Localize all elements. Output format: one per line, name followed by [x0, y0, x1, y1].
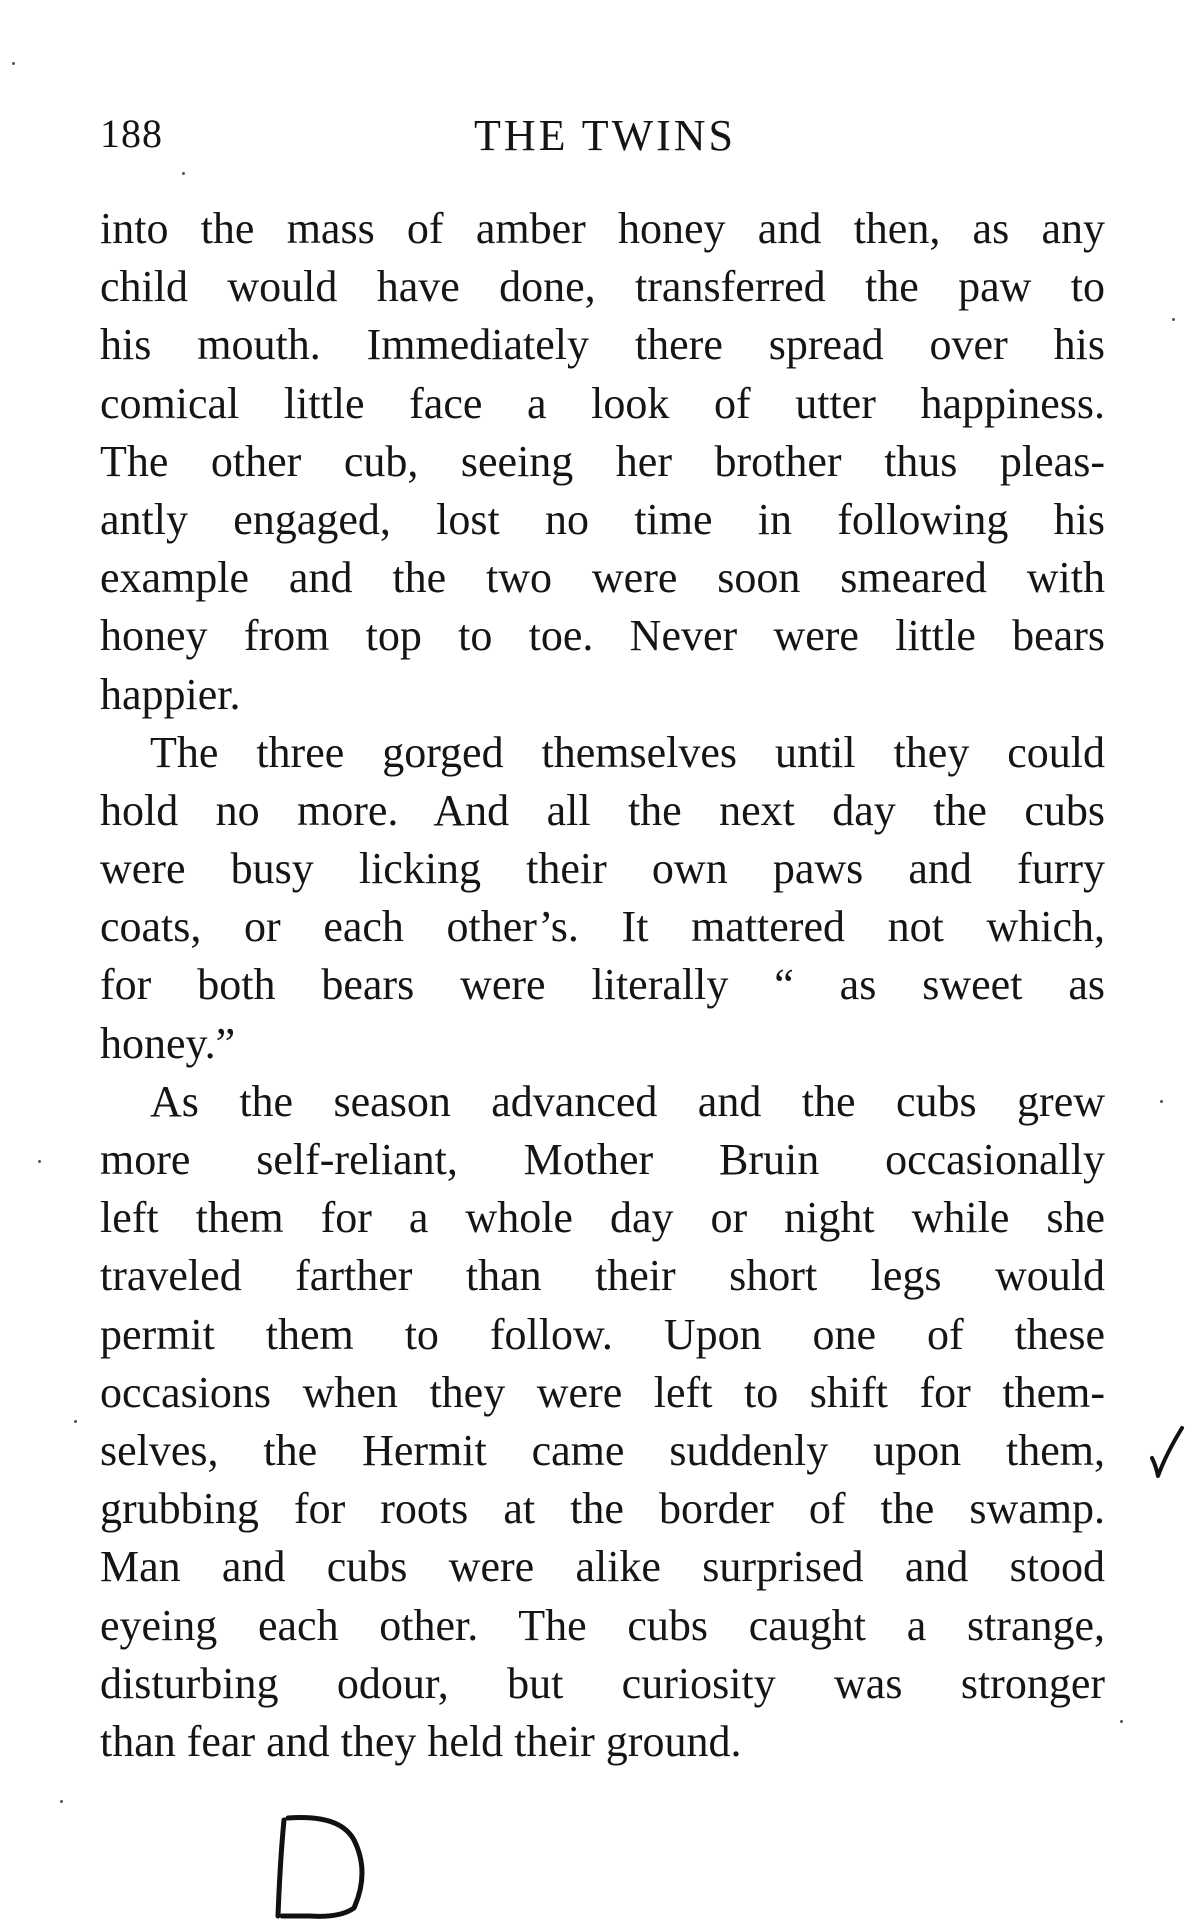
- page-number: 188: [100, 111, 163, 156]
- text-line: comical little face a look of utter happiness.: [100, 378, 1105, 428]
- scan-speck: [74, 1420, 77, 1423]
- scan-speck: [1172, 318, 1175, 321]
- scan-speck: [1120, 1720, 1123, 1723]
- text-line: child would have done, transferred the paw to: [100, 262, 1105, 312]
- text-line: were busy licking their own paws and furry: [100, 844, 1105, 894]
- text-line: hold no more. And all the next day the cubs: [100, 785, 1105, 835]
- page-header: [100, 110, 1110, 170]
- text-line: traveled farther than their short legs would: [100, 1251, 1105, 1301]
- text-line: disturbing odour, but curiosity was stronger: [100, 1658, 1105, 1708]
- paragraph-1: [100, 200, 1105, 724]
- text-line: than fear and they held their ground.: [100, 1716, 742, 1766]
- running-title: THE TWINS: [473, 111, 737, 160]
- paragraph-3: [100, 1073, 1105, 1771]
- text-line: The other cub, seeing her brother thus pleas-: [100, 436, 1105, 486]
- paragraph-2: [100, 724, 1105, 1073]
- text-line: his mouth. Immediately there spread over his: [100, 320, 1105, 370]
- text-line: grubbing for roots at the border of the swamp.: [100, 1484, 1105, 1534]
- scan-speck: [60, 1800, 63, 1803]
- handwritten-letter-icon: [270, 1812, 400, 1922]
- scan-speck: [1160, 1100, 1163, 1103]
- text-line: antly engaged, lost no time in following his: [100, 494, 1105, 544]
- text-line: into the mass of amber honey and then, as any: [100, 204, 1105, 253]
- text-line: As the season advanced and the cubs grew: [150, 1076, 1105, 1126]
- check-mark-icon: [1148, 1424, 1186, 1480]
- text-line: honey.”: [100, 1018, 236, 1068]
- body-text: [100, 200, 1105, 1771]
- text-line: left them for a whole day or night while she: [100, 1193, 1105, 1243]
- text-line: Man and cubs were alike surprised and stood: [100, 1542, 1105, 1592]
- text-line: eyeing each other. The cubs caught a strange,: [100, 1600, 1105, 1650]
- text-line: permit them to follow. Upon one of these: [100, 1309, 1105, 1359]
- scan-speck: [12, 62, 15, 65]
- text-line: for both bears were literally “ as sweet as: [100, 960, 1105, 1010]
- text-line: coats, or each other’s. It mattered not which,: [100, 902, 1105, 952]
- text-line: happier.: [100, 669, 241, 719]
- text-line: occasions when they were left to shift for them-: [100, 1367, 1105, 1417]
- text-line: The three gorged themselves until they could: [150, 727, 1105, 777]
- text-line: example and the two were soon smeared with: [100, 553, 1105, 603]
- text-line: more self-reliant, Mother Bruin occasionally: [100, 1135, 1105, 1184]
- scan-speck: [182, 172, 185, 175]
- text-line: honey from top to toe. Never were little bears: [100, 611, 1105, 661]
- scan-speck: [38, 1160, 41, 1163]
- text-line: selves, the Hermit came suddenly upon them,: [100, 1425, 1105, 1475]
